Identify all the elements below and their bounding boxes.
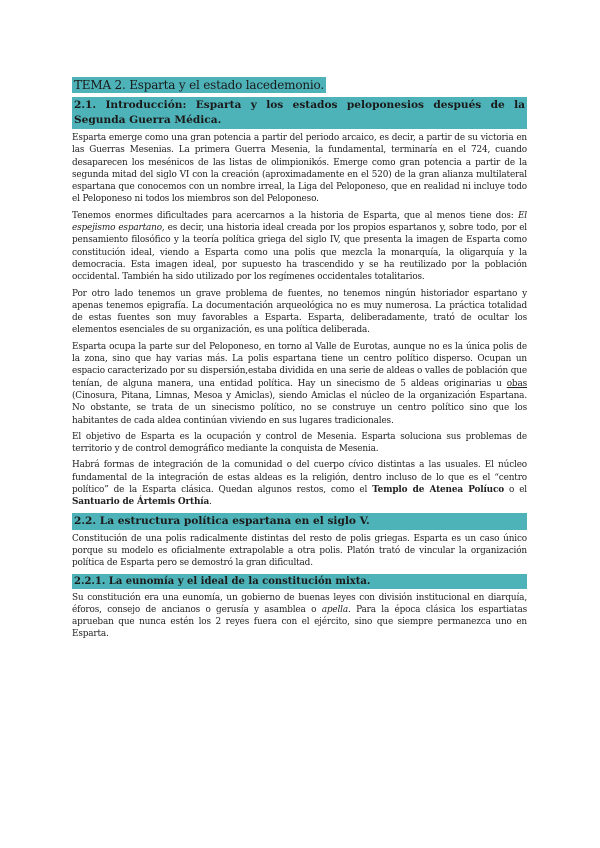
text-run: Esparta ocupa la parte sur del Peloponeso, en torno al Valle de Eurotas, aunque no es la única polis de la zona, sino que hay varias más. La polis espartana tiene un centro político disperso. Ocupan un espacio caracterizado por su dispersión,estaba dividida en una serie de aldeas o valles de población que tenían, de alguna manera, una entidad política. Hay un sinecismo de 5 aldeas originarias u bbox=[72, 341, 527, 389]
paragraph bbox=[72, 459, 527, 508]
text-run: o el bbox=[504, 485, 528, 496]
text-run: (Cinosura, Pitana, Limnas, Mesoa y Amiclas), siendo Amiclas el núcleo de la organización Espartana. No obstante, se trata de un sinecismo político, no se construye un centro político sino que los habitantes de cada aldea continúan viviendo en sus lugares tradicionales. bbox=[72, 390, 527, 426]
page-content bbox=[72, 74, 527, 645]
bold-term: Santuario de Ártemis Orthía bbox=[72, 497, 210, 508]
italic-term: apella bbox=[321, 604, 348, 615]
text-run: Habrá formas de integración de la comunidad o del cuerpo cívico distintas a las usuales. El núcleo fundamental de la integración de estas aldeas es la religión, dentro incluso de lo que es el “centro político” de la Esparta clásica. Quedan algunos restos, como el bbox=[72, 460, 527, 496]
paragraph: Constitución de una polis radicalmente distintas del resto de polis griegas. Esparta es un caso único porque su modelo es oficialmente extrapolable a otra polis. Platón trató de vincular la organización política de Esparta pero se demostró la gran dificultad. bbox=[72, 533, 527, 569]
paragraph: El objetivo de Esparta es la ocupación y control de Mesenia. Esparta soluciona sus problemas de territorio y de control demográfico mediante la conquista de Mesenia. bbox=[72, 431, 527, 455]
paragraph bbox=[72, 592, 527, 641]
section-heading-2-2: 2.2. La estructura política espartana en el siglo V. bbox=[72, 513, 527, 530]
paragraph bbox=[72, 210, 527, 284]
text-run: . Para la época clásica los espartiatas aprueban que nunca estén los 2 reyes fuera con el ejército, sino que siempre permanezca uno en Esparta. bbox=[72, 604, 527, 640]
text-run: , es decir, una historia ideal creada por los propios espartanos y, sobre todo, por el pensamiento filosófico y la teoría política griega del siglo IV, que presenta la imagen de Esparta como constitución ideal, viendo a Esparta como una polis que mezcla la monarquía, la oligarquía y la democracia. Esta imagen ideal, por supuesto ha trascendido y se ha reutilizado por la población occidental. También ha sido utilizado por los regímenes occidentales totalitarios. bbox=[72, 223, 527, 283]
paragraph: Esparta emerge como una gran potencia a partir del periodo arcaico, es decir, a partir de su victoria en las Guerras Mesenias. La primera Guerra Mesenia, la fundamental, terminaría en el 724, cuando desaparecen los mesénicos de las listas de olimpionikós. Emerge como gran potencia a partir de la segunda mitad del siglo VI con la creación (aproximadamente en el 520) de la gran alianza multilateral espartana que conocemos con un nombre irreal, la Liga del Peloponeso, que en realidad ni incluye todo el Peloponeso ni todos los miembros son del Peloponeso. bbox=[72, 133, 527, 205]
bold-term: Templo de Atenea Políuco bbox=[372, 485, 505, 496]
text-run: Tenemos enormes dificultades para acercarnos a la historia de Esparta, que al menos tiene dos: bbox=[72, 210, 518, 221]
subsection-heading-2-2-1: 2.2.1. La eunomía y el ideal de la constitución mixta. bbox=[72, 574, 527, 589]
section-heading-2-1: 2.1. Introducción: Esparta y los estados peloponesios después de la Segunda Guerra Médica. bbox=[72, 97, 527, 129]
document-title: TEMA 2. Esparta y el estado lacedemonio. bbox=[74, 78, 324, 92]
text-run: Su constitución era una eunomía, un gobierno de buenas leyes con división institucional en diarquía, éforos, consejo de ancianos o gerusía y asamblea o bbox=[72, 592, 527, 615]
paragraph: Por otro lado tenemos un grave problema de fuentes, no tenemos ningún historiador espartano y apenas tenemos epigrafía. La documentación arqueológica no es muy numerosa. La práctica totalidad de estas fuentes son muy favorables a Esparta. Esparta, deliberadamente, trató de ocultar los elementos esenciales de su organización, es una política deliberada. bbox=[72, 288, 527, 336]
text-run: . bbox=[209, 497, 212, 508]
underlined-term: obas bbox=[506, 378, 527, 389]
paragraph bbox=[72, 341, 527, 427]
italic-term: El espejismo espartano bbox=[72, 210, 527, 234]
